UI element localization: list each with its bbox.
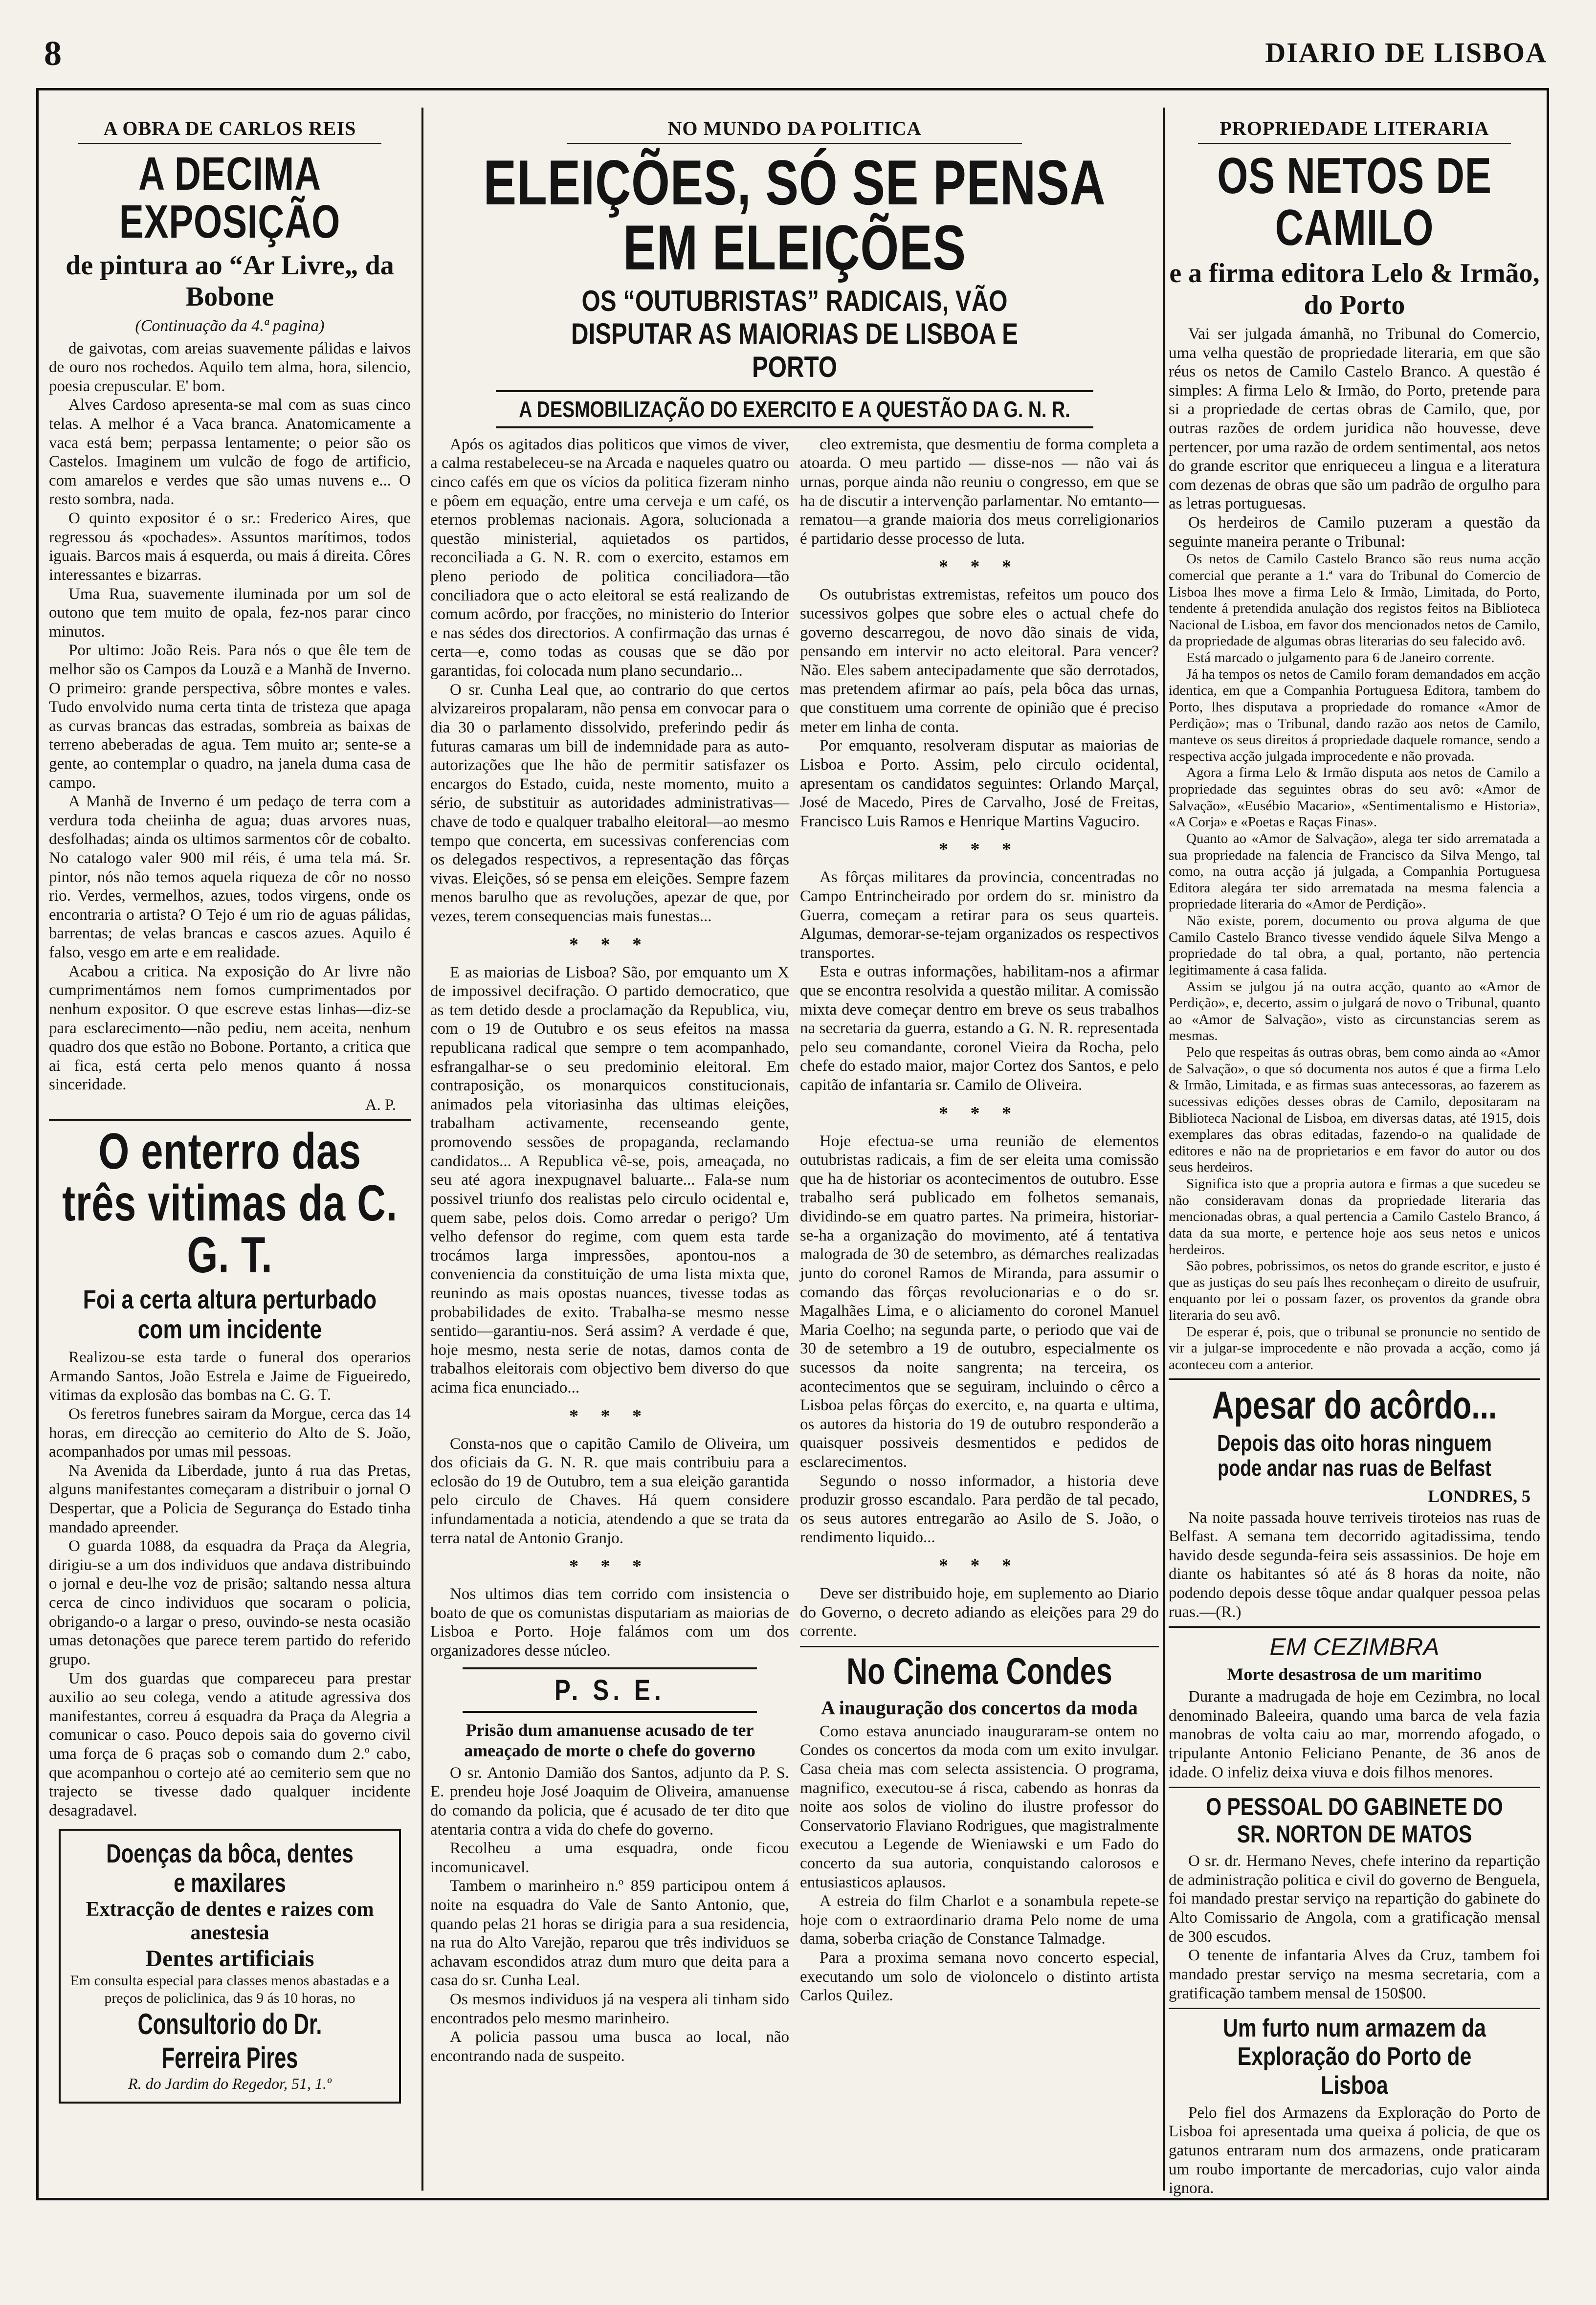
headline-apesar-acordo: Apesar do acôrdo... [1212,1383,1497,1427]
paragraph: São pobres, pobrissimos, os netos do grande escritor, e justo é que as justiças do seu país lhes reconheçam o direito de usufruir, enquanto por lei o possam fazer, os proventos da grande obra literaria do seu avô. [1169,1258,1540,1323]
paragraph: Esta e outras informações, habilitam-nos a afirmar que se encontra resolvida a questão militar. A comissão mixta deve começar dentro em breve os seus trabalhos na secretaria da guerra, estando a G. N. R. representada pelo seu comandante, coronel Vieira da Rocha, pelo chefe do estado maior, major Cortez dos Santos, e pelo capitão de infantaria sr. Camilo de Oliveira. [800,963,1159,1094]
paragraph: Os outubristas extremistas, refeitos um pouco dos sucessivos golpes que sobre eles o actual chefe do governo descarregou, de novo dão sinais de vida, pensando em intervir no acto eleitoral. Para vencer? Não. Eles sabem antecipadamente que são derrotados, mas pretendem afirmar ao país, pela bôca das urnas, que constituem uma corrente de opinião que é preciso meter em linha de conta. [800,586,1159,736]
headline-enterro: O enterro das três vitimas da C. G. T. [62,1123,398,1284]
separator-stars: * * * [569,934,650,955]
politics-left [430,435,789,2066]
subhead-cinema: A inauguração dos concertos da moda [821,1696,1138,1719]
separator-stars: * * * [569,1405,650,1426]
ad-line: Dentes artificiais [145,1945,314,1972]
paragraph: Pelo que respeitas ás outras obras, bem como ainda ao «Amor de Salvação», o que só documenta nos autos é que a firma Lelo & Irmão, Limitada, e as firmas suas antecessoras, ao fazerem as sucessivas edições desses obras de Camilo, depositaram na Biblioteca Nacional de Lisboa, em diversas datas, até 1915, dois exemplares das obras editadas, fazendo-o na qualidade de editores e não na de proprietarios e em favor do autor ou dos seus herdeiros. [1169,1044,1540,1175]
paragraph: O quinto expositor é o sr.: Frederico Aires, que regressou ás «pochades». Assuntos marítimos, todos iguais. Barcos mais á esquerda, ou mais á direita. Côres interessantes e bizarras. [49,510,411,584]
paragraph: A policia passou uma busca ao local, não encontrando nada de suspeito. [430,2028,789,2065]
divider [49,1119,411,1121]
dateline-londres: LONDRES, 5 [1427,1486,1530,1506]
headline-netos-camilo: OS NETOS DE CAMILO [1217,148,1492,257]
politics-columns [430,435,1159,2066]
paragraph: Está marcado o julgamento para 6 de Janeiro corrente. [1186,650,1495,665]
subhead-cezimbra: Morte desastrosa de um maritimo [1227,1664,1482,1684]
divider [567,143,1022,144]
paragraph: A estreia do film Charlot e a sonambula repete-se hoje com o extraordinario drama Pelo nome de uma dama, soberba criação de Constance Talmadge. [800,1892,1159,1948]
article-exposicao [49,339,411,1094]
divider [1169,1378,1540,1380]
paragraph: O sr. Cunha Leal que, ao contrario do que certos alvizareiros propalaram, não pensa em convocar para o dia 30 o parlamento dissolvido, preferindo pedir ás futuras camaras um bill de indemnidade para as auto-autorizações que lhe hão de permitir satisfazer os encargos do Estado, cuida, neste momento, muito a sério, de substituir as autoridades administrativas—chave de todo e qualquer trabalho eleitoral—ao mesmo tempo que concerta, em sucessivas conferencias com os delegados respectivos, a representação das fôrças vivas. Eleições, só se pensa em eleições. Sempre fazem menos barulho que as revoluções, apezar de que, por vezes, terem consequencias mais funestas... [430,681,789,925]
paragraph: Já ha tempos os netos de Camilo foram demandados em acção identica, em que a Companhia Portuguesa Editora, tambem do Porto, lhes disputava a propriedade do romance «Amor de Perdição»; mas o Tribunal, dando razão aos netos de Camilo, manteve os seus direitos á propriedade daquele romance, sendo a respectiva acção julgada improcedente e não provada. [1169,666,1540,764]
paragraph: Nos ultimos dias tem corrido com insistencia o boato de que os comunistas disputariam as maiorias de Lisboa e Porto. Hoje falámos com um dos organizadores desse núcleo. [430,1585,789,1660]
separator-stars: * * * [939,556,1020,577]
headline-norton-matos: O PESSOAL DO GABINETE DO SR. NORTON DE MATOS [1206,1793,1503,1848]
subhead-belfast: Depois das oito horas ninguem pode andar nas ruas de Belfast [1217,1430,1492,1481]
subhead-enterro: Foi a certa altura perturbado com um incidente [83,1285,377,1344]
paragraph: Acabou a critica. Na exposição do Ar livre não cumprimentámos nem fomos cumprimentados por nenhum expositor. O que escreve estas linhas—diz-se para esclarecimento—não pediu, nem aceita, nenhum quadro dos que estão no Bobone. Portanto, a critica que ai fica, está certa pelo menos quanto á nossa sinceridade. [49,962,411,1094]
masthead [39,33,1552,87]
article-enterro [49,1348,411,1820]
divider [1169,1626,1540,1628]
paragraph: O sr. Antonio Damião dos Santos, adjunto da P. S. E. prendeu hoje José Joaquim de Oliveira, amanuense do comando da policia, que é acusado de ter dito que atentaria contra a vida do chefe do governo. [430,1764,789,1839]
ad-line: Consultorio do Dr. Ferreira Pires [137,2007,322,2074]
paragraph: Os herdeiros de Camilo puzeram a questão da seguinte maneira perante o Tribunal: [1169,514,1540,551]
paragraph: Tambem o marinheiro n.º 859 participou ontem á noite na esquadra do Vale de Santo Antonio, que, quando pelas 21 horas se dirigia para a sua residencia, na rua do Alto Varejão, reparou que três individuos se achavam escondidos atraz dum muro que deita para a casa do sr. Cunha Leal. [430,1877,789,1990]
paragraph: De esperar é, pois, que o tribunal se pronuncie no sentido de vir a julgar-se improcedente e não provada a acção, como já aconteceu com a anterior. [1169,1324,1540,1373]
paragraph: Assim se julgou já na outra acção, quanto ao «Amor de Perdição», e, decerto, assim o julgará de novo o Tribunal, quanto ao «Amor de Salvação», visto as circunstancias serem as mesmas. [1169,978,1540,1044]
paragraph: Realizou-se esta tarde o funeral dos operarios Armando Santos, João Estrela e Jaime de Figueiredo, vitimas da explosão das bombas na C. G. T. [49,1349,411,1404]
ad-line: Doenças da bôca, dentes e maxilares [106,1839,354,1898]
kicker-politica: NO MUNDO DA POLITICA [667,117,922,139]
subhead-outubristas: OS “OUTUBRISTAS” RADICAIS, VÃO DISPUTAR AS MAIORIAS DE LISBOA E PORTO [571,285,1018,383]
paragraph: Na Avenida da Liberdade, junto á rua das Pretas, alguns manifestantes começaram a distribuir o jornal O Despertar, que a Policia de Segurança do Estado tinha mandado apreender. [49,1462,411,1536]
paragraph: Significa isto que a propria autora e firmas a que sucedeu se não consideravam donas da propriedade literaria das mencionadas obras, a qual pertencia a Camilo Castelo Branco, á data da sua morte, e pertence hoje aos seus netos e unicos herdeiros. [1169,1176,1540,1258]
column-left [49,110,411,2183]
subhead-exposicao: de pintura ao “Ar Livre„ da Bobone [66,250,394,312]
headline-furto: Um furto num armazem da Exploração do Porto de Lisboa [1223,2014,1486,2100]
paragraph: As fôrças militares da provincia, concentradas no Campo Entrincheirado por ordem do sr. ministro da Guerra, começam a retirar para os seus quarteis. Algumas, demorar-se-tejam organizados os respectivos transportes. [800,868,1159,962]
headline-cinema: No Cinema Condes [846,1650,1112,1692]
headline-cezimbra: EM CEZIMBRA [1269,1633,1440,1661]
separator-stars: * * * [939,1555,1020,1576]
paragraph: Consta-nos que o capitão Camilo de Oliveira, um dos oficiais da G. N. R. que mais contribuiu para a eclosão do 19 de Outubro, tem a sua eleição garantida pelo circulo de Chaves. Há quem considere infundamentada a noticia, atendendo a que se trata da terra natal de Antonio Granjo. [430,1435,789,1547]
paragraph: Na noite passada houve terriveis tiroteios nas ruas de Belfast. A semana tem decorrido agitadissima, tendo havido desde segunda-feira seis assassinios. De hoje em diante os habitantes só até ás 8 horas da noite, não podendo depois desse tôque andar qualquer pessoa pelas ruas.—(R.) [1169,1508,1540,1621]
paragraph: Segundo o nosso informador, a historia deve produzir grosso escandalo. Para perdão de tal pecado, os seus autores entregarão ao Asilo de S. João, o rendimento liquido... [800,1472,1159,1547]
divider [1169,1787,1540,1788]
paragraph: de gaivotas, com areias suavemente pálidas e laivos de ouro nos rochedos. Aquilo tem alma, hora, silencio, poesia crepuscular. E' bom. [49,339,411,395]
paragraph: Como estava anunciado inauguraram-se ontem no Condes os concertos da moda com um exito invulgar. Casa cheia mas com selecta assistencia. O programa, magnifico, executou-se á risca, cabendo as honras da noite aos solos de violino do ilustre professor do Conservatorio Flaviano Rodrigues, que magistralmente executou a Legende de Wieniawski e um Fado do concerto da sua autoria, conquistando calorosos e entusiasticos aplausos. [800,1722,1159,1891]
ad-address: R. do Jardim do Regedor, 51, 1.º [128,2074,332,2092]
paragraph: Quanto ao «Amor de Salvação», alega ter sido arrematada a sua propriedade na falencia de Francisco da Silva Mengo, tal como, na outra acção já julgada, a Companhia Portuguesa Editora alegára ter sido arrematada na mesma falencia a propriedade literaria do «Amor de Perdição». [1169,830,1540,912]
paragraph: Um dos guardas que compareceu para prestar auxilio ao seu colega, vendo a atitude agressiva dos manifestantes, correu á esquadra da Praça da Alegria a comunicar o caso. Pouco depois saia do governo civil uma força de 6 praças sob o comando dum 2.º cabo, que acompanhou o cortejo até ao cemiterio sem que no trajecto se tivesse dado qualquer incidente desagradavel. [49,1669,411,1819]
separator-stars: * * * [569,1556,650,1577]
column-center [430,110,1159,2183]
kicker-carlos-reis: A OBRA DE CARLOS REIS [103,117,356,139]
paragraph: Os feretros funebres sairam da Morgue, cerca das 14 horas, em direcção ao cemiterio do Alto de S. João, acompanhados por umas mil pessoas. [49,1405,411,1461]
paragraph: Recolheu a uma esquadra, onde ficou incomunicavel. [430,1840,789,1876]
paragraph: E as maiorias de Lisboa? São, por emquanto um X de impossivel decifração. O partido democratico, que as tem detido desde a proclamação da Republica, viu, com o 19 de Outubro e os seus efeitos na massa republicana radical que sempre o tem acompanhado, esfrangalhar-se o seu predominio eleitoral. Em contraposição, os monarquicos constitucionais, animados pela vitoriasinha das ultimas eleições, trabalham activamente, recenseando gente, promovendo sessões de propaganda, reclamando candidatos... A Republica vê-se, pois, ameaçada, no seu até agora inexpugnavel baluarte... Fala-se num possivel triunfo dos realistas pelo circulo ocidental e, quem sabe, pelos dois. Como arredar o perigo? Um velho defensor do regime, com quem esta tarde trocámos larga impressões, apontou-nos a conveniencia da constituição de uma lista mixta que, reunindo as mais opostas nuances, tivesse todas as probabilidades de exito. Trabalha-se mesmo nesse sentido—garantiu-nos. Será assim? A verdade é que, hoje mesmo, nesta serie de notas, damos conta de trabalhos eleitorais com objectivo bem diverso do que acima fica enunciado... [430,963,789,1396]
subhead-pse: Prisão dum amanuense acusado de ter ameaçado de morte o chefe do governo [464,1720,755,1760]
paragraph: O sr. dr. Hermano Neves, chefe interino da repartição de administração politica e civil do governo de Benguela, foi mandado prestar serviço na repartição do gabinete do Alto Comissario de Angola, com a gratificação mensal de 300 escudos. [1169,1852,1540,1946]
paragraph: Agora a firma Lelo & Irmão disputa aos netos de Camilo a propriedade das seguintes obras do seu avô: «Amor de Salvação», «Eusébio Macario», «Sentimentalismo e Historia», «A Corja» e «Poetas e Raças Finas». [1169,765,1540,830]
paragraph: Uma Rua, suavemente iluminada por um sol de outono que tem muito de opala, fez-nos parar cinco minutos. [49,585,411,641]
paragraph: Hoje efectua-se uma reunião de elementos outubristas radicais, a fim de ser eleita uma comissão que ha de historiar os acontecimentos de outubro. Esse trabalho será publicado em folhetos semanais, dividindo-se em quatro partes. Na primeira, historiar-se-ha a organização do movimento, até á tentativa malograda de 30 de setembro, as démarches realizadas junto do coronel Ramos de Miranda, para assumir o comando das fôrças revolucionarias e o do sr. Magalhães Lima, e o aliciamento do coronel Manuel Maria Coelho; na segunda parte, o periodo que vai de 30 de setembro a 19 de outubro, especialmente os sucessos da noite sangrenta; na terceira, os acontecimentos que se seguiram, incluindo o cêrco a Lisboa pelas fôrças do exercito, e, na quarta e ultima, os autores da historia do 19 de outubro responderão a quaisquer possiveis desmentidos e pedidos de esclarecimentos. [800,1132,1159,1471]
paper-name: DIARIO DE LISBOA [1265,37,1547,68]
continuation-note: (Continuação da 4.ª pagina) [135,316,325,335]
paragraph: Por ultimo: João Reis. Para nós o que êle tem de melhor são os Campos da Louzã e a Manhã de Inverno. O primeiro: grande perspectiva, sôbre montes e vales. Tudo envolvido numa certa tinta de tristeza que apaga as curvas brancas das estradas, sombreia as baixas de terreno abeberadas de agua. Tem muito ar; sente-se a gente, ao contemplar o quadro, na janela duma casa de campo. [49,642,411,792]
paragraph: cleo extremista, que desmentiu de forma completa a atoarda. O meu partido — disse-nos — não vai ás urnas, porque ainda não reuniu o congresso, em que se ha de discutir a intervenção parlamentar. No emtanto—rematou—a grande maioria dos meus correligionarios é partidario desse processo de luta. [800,435,1159,548]
kicker-propriedade: PROPRIEDADE LITERARIA [1219,117,1489,139]
ad-line: Extracção de dentes e raizes com anestesia [86,1898,374,1945]
signature: A. P. [365,1096,396,1114]
separator-stars: * * * [939,839,1020,860]
section-desmobilizacao: A DESMOBILIZAÇÃO DO EXERCITO E A QUESTÃO DA G. N. R. [496,390,1093,428]
divider [78,143,381,144]
page-number: 8 [44,34,62,73]
paragraph: O guarda 1088, da esquadra da Praça da Alegria, dirigiu-se a um dos individuos que andava distribuindo o jornal e deu-lhe voz de prisão; saltando nessa altura cerca de cinco individuos que socaram o policia, obrigando-o a largar o preso, ouvindo-se nesta ocasião umas detonações que parece terem partido do referido grupo. [49,1537,411,1668]
paragraph: A Manhã de Inverno é um pedaço de terra com a verdura toda cheiinha de agua; duas arvores nuas, desfolhadas; ainda os ultimos sarmentos côr de cobalto. No catalogo valer 900 mil réis, é uma tela má. Sr. pintor, nós não temos aquela riqueza de côr no nosso rio. Verdes, vermelhos, azues, todos virgens, onde os encontraria o artista? O Tejo é um rio de aguas pálidas, barrentas; de velas brancas e cascos azues. Aquilo é falso, vesgo em arte e em realidade. [49,793,411,962]
paragraph: Os netos de Camilo Castelo Branco são reus numa acção comercial que perante a 1.ª vara do Tribunal do Comercio de Lisboa lhes move a firma Lelo & Irmão, Limitada, do Porto, tendente á pretendida anulação dos registos feitos na Biblioteca Nacional de Lisboa, em favor dos mencionados netos de Camilo, da propriedade de algumas obras literarias do seu falecido avô. [1169,551,1540,649]
paragraph: Após os agitados dias politicos que vimos de viver, a calma restabeleceu-se na Arcada e naqueles quatro ou cinco cafés em que os vícios da politica fizeram ninho e pôem em equação, entre uma cerveja e um café, os eternos problemas nacionais. Agora, solucionada a questão ministerial, aquietados os partidos, reconciliada a G. N. R. com o exercito, estamos em pleno periodo de politica conciliadora—tão conciliadora que o acto eleitoral se está realizando de comum acôrdo, por fracções, no ministerio do Interior e nas sédes dos directorios. A confirmação das urnas é certa—e, como todas as cousas que se dão por garantidas, foi colocada num plano secundario... [430,435,789,680]
headline-eleicoes: ELEIÇÕES, SÓ SE PENSA EM ELEIÇÕES [483,147,1106,283]
subhead-lelo: e a firma editora Lelo & Irmão, do Porto [1169,258,1540,320]
article-camilo-court [1169,551,1540,1373]
divider [1169,2008,1540,2009]
paragraph: Os mesmos individuos já na vespera ali tinham sido encontrados pelo mesmo marinheiro. [430,1991,789,2027]
paragraph: Para a proxima semana novo concerto especial, executando um solo de violoncelo o distinto artista Carlos Quilez. [800,1949,1159,2005]
paragraph: Vai ser julgada ámanhã, no Tribunal do Comercio, uma velha questão de propriedade literaria, em que são réus os netos de Camilo Castelo Branco. A questão é simples: A firma Lelo & Irmão, do Porto, pretende para si a propriedade de certas obras de Camilo, que, por outras razões de ordem juridica não houvesse, deve pertencer, por uma razão de ordem sentimental, aos netos do grande escritor que enriqueceu a lingua e a literatura com dezenas de obras que são um padrão de orgulho para as letras portuguesas. [1169,325,1540,513]
headline-exposicao: A DECIMA EXPOSIÇÃO [119,148,341,248]
paragraph: Durante a madrugada de hoje em Cezimbra, no local denominado Baleeira, quando uma barca de vela fazia manobras de volta caiu ao mar, morrendo afogado, o tripulante Antonio Feliciano Penante, de 36 anos de idade. O infeliz deixa viuva e dois filhos menores. [1169,1688,1540,1781]
advertisement-dentist [59,1829,401,2103]
column-divider-1 [421,108,423,2191]
section-pse: P. S. E. [463,1667,757,1713]
separator-stars: * * * [939,1103,1020,1124]
paragraph: Deve ser distribuido hoje, em suplemento ao Diario do Governo, o decreto adiando as eleições para 29 do corrente. [800,1585,1159,1640]
paragraph: Pelo fiel dos Armazens da Exploração do Porto de Lisboa foi apresentada uma queixa á policia, de que os gatunos entraram num dos armazens, onde praticaram um roubo importante de mercadorias, cujo valor ainda ignora. [1169,2104,1540,2197]
ad-line: Em consulta especial para classes menos abastadas e a preços de policlinica, das 9 ás 10 horas, no [70,1972,390,2006]
divider [1198,143,1511,144]
divider [800,1646,1159,1647]
paragraph: Não existe, porem, documento ou prova alguma de que Camilo Castelo Branco tivesse vendido áquele Silva Mengo a propriedade do tal obra, a qual, portanto, não pertencia legitimamente á casa falida. [1169,913,1540,978]
column-right [1169,110,1540,2197]
column-divider-2 [1163,108,1165,2191]
politics-right [800,435,1159,2066]
paragraph: O tenente de infantaria Alves da Cruz, tambem foi mandado prestar serviço na mesma secretaria, com a gratificação tambem mensal de 150$00. [1169,1947,1540,2002]
paragraph: Por emquanto, resolveram disputar as maiorias de Lisboa e Porto. Assim, pelo circulo ocidental, apresentam os candidatos seguintes: Orlando Marçal, José de Macedo, Pires de Carvalho, José de Freitas, Francisco Luis Ramos e Henrique Martins Vaguciro. [800,737,1159,830]
paragraph: Alves Cardoso apresenta-se mal com as suas cinco telas. A melhor é a Vaca branca. Anatomicamente a vaca está bem; perpassa lentamente; o peior são os Castelos. Imaginem um vulcão de fogo de artificio, com amarelos e verdes que são umas nuvens e... O resto sombra, nada. [49,396,411,509]
